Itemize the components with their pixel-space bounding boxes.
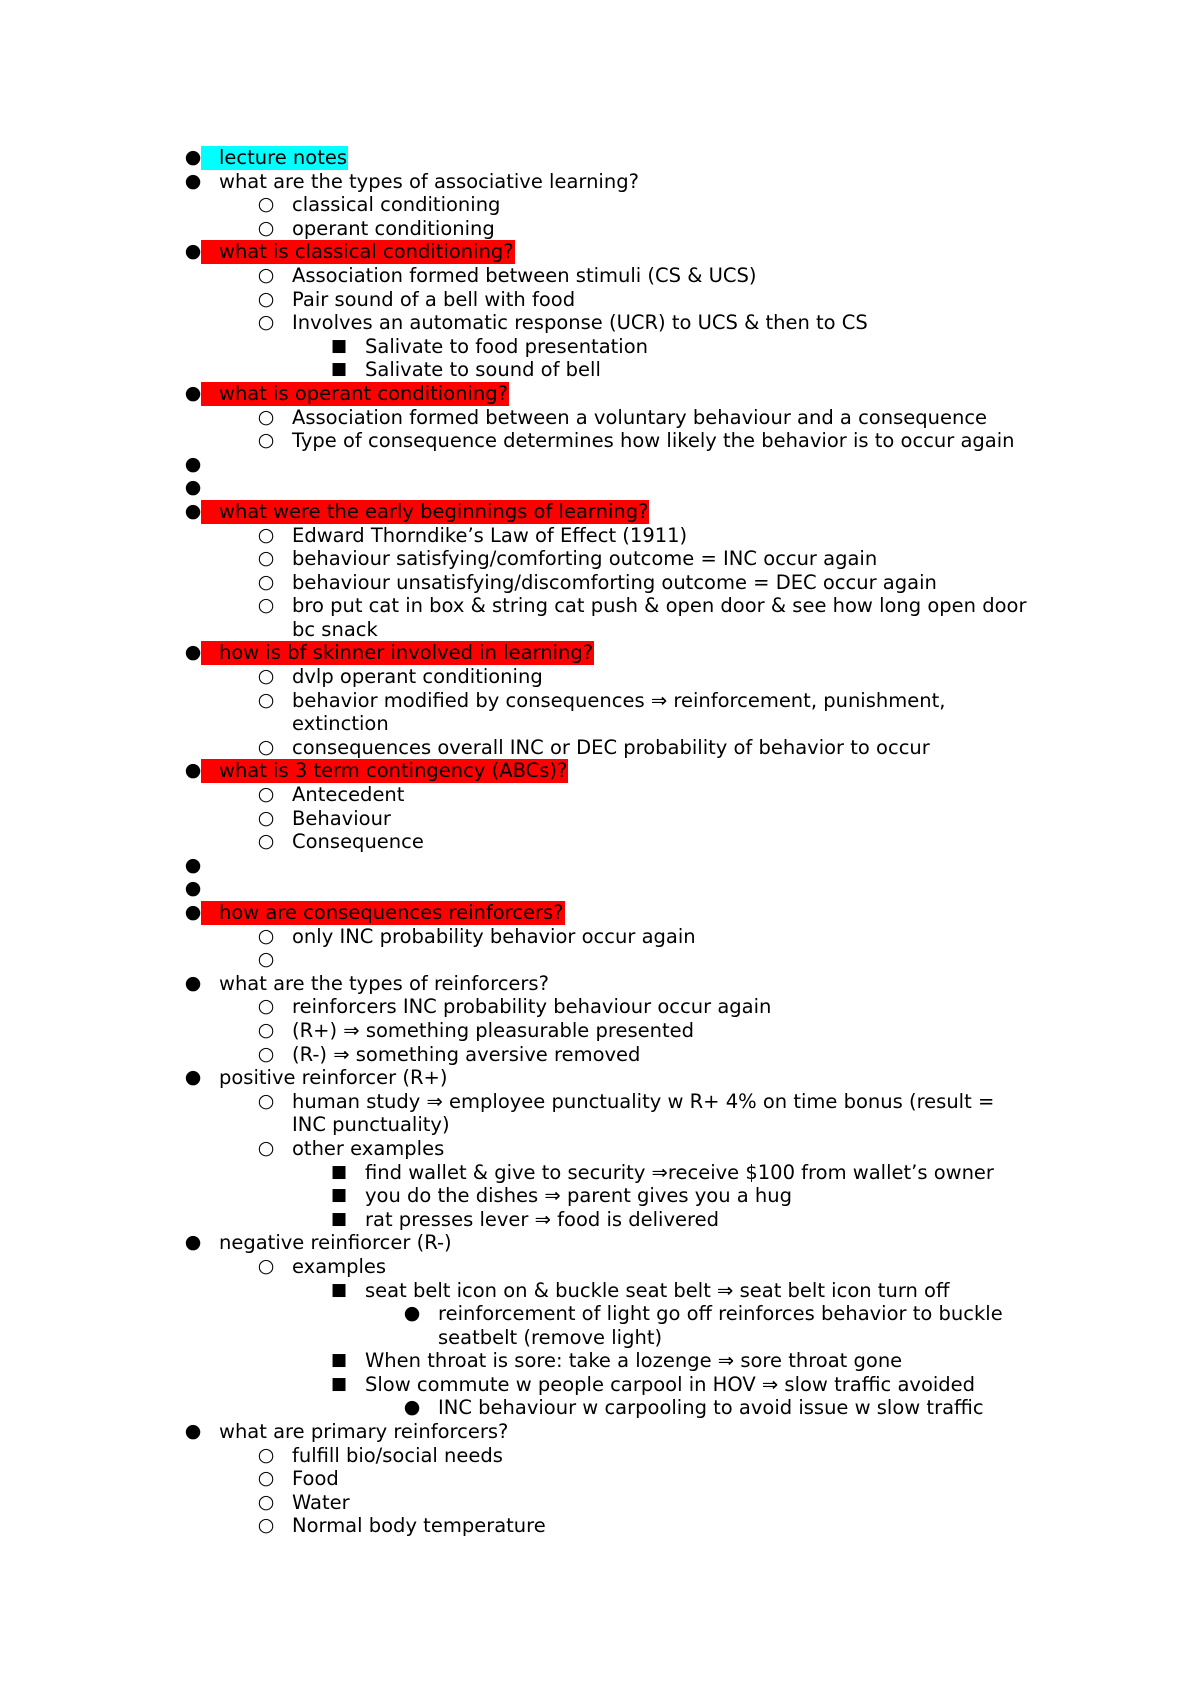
outline-item — [0, 830, 1200, 854]
circle-bullet-icon: ○ — [257, 570, 275, 593]
bullet-icon: ● — [184, 146, 202, 168]
bullet-icon: ● — [184, 971, 202, 994]
outline-item — [0, 1514, 1200, 1538]
outline-item — [0, 1396, 1200, 1420]
outline-item — [0, 1161, 1200, 1185]
highlighted-heading: how are consequences reinforcers? — [201, 901, 565, 925]
circle-bullet-icon: ○ — [257, 1042, 275, 1065]
circle-bullet-icon: ○ — [257, 287, 275, 310]
circle-bullet-icon: ○ — [257, 830, 275, 853]
circle-bullet-icon: ○ — [257, 948, 275, 971]
circle-bullet-icon: ○ — [257, 1089, 275, 1112]
highlighted-heading: what is 3 term contingency (ABCs)? — [201, 759, 568, 783]
outline-item-text: Salivate to food presentation — [365, 334, 648, 358]
circle-bullet-icon: ○ — [257, 1254, 275, 1277]
circle-bullet-icon: ○ — [257, 1467, 275, 1490]
outline-item-text: Water — [292, 1490, 350, 1514]
circle-bullet-icon: ○ — [257, 193, 275, 216]
circle-bullet-icon: ○ — [257, 735, 275, 758]
outline-item — [0, 476, 1200, 500]
bullet-icon: ● — [184, 1231, 202, 1254]
outline-item — [0, 524, 1200, 548]
outline-item — [0, 500, 1200, 524]
outline-item — [0, 1326, 1200, 1350]
outline-item — [0, 170, 1200, 194]
outline-item — [0, 736, 1200, 760]
bullet-icon: ● — [184, 452, 202, 475]
outline-item-text: INC punctuality) — [292, 1113, 450, 1137]
highlighted-heading: what is operant conditioning? — [201, 382, 509, 406]
bullet-icon: ● — [184, 853, 202, 876]
outline-item — [0, 146, 1200, 170]
document-page — [0, 146, 1200, 1538]
outline-item-text: Type of consequence determines how likely the behavior is to occur again — [292, 429, 1015, 453]
square-bullet-icon: ■ — [330, 1279, 348, 1300]
bullet-icon: ● — [184, 499, 202, 522]
square-bullet-icon: ■ — [330, 359, 348, 380]
outline-item-text: consequences overall INC or DEC probability of behavior to occur — [292, 735, 930, 759]
bullet-icon: ● — [184, 169, 202, 192]
circle-bullet-icon: ○ — [257, 594, 275, 617]
bullet-icon: ● — [184, 240, 202, 263]
outline-item-text: positive reinforcer (R+) — [219, 1066, 448, 1090]
outline-item — [0, 1019, 1200, 1043]
outline-item-text: classical conditioning — [292, 193, 501, 217]
outline-item-text: (R+) ⇒ something pleasurable presented — [292, 1018, 694, 1042]
outline-item — [0, 712, 1200, 736]
circle-bullet-icon: ○ — [257, 783, 275, 806]
outline-item-text: behaviour satisfying/comforting outcome = INC occur again — [292, 547, 878, 571]
outline-item-text: behavior modified by consequences ⇒ reinforcement, punishment, — [292, 688, 946, 712]
outline-item — [0, 1184, 1200, 1208]
outline-item — [0, 665, 1200, 689]
outline-item — [0, 406, 1200, 430]
outline-item-text: find wallet & give to security ⇒receive $100 from wallet’s owner — [365, 1160, 994, 1184]
outline-item-text: Edward Thorndike’s Law of Effect (1911) — [292, 523, 688, 547]
outline-item-text: operant conditioning — [292, 216, 495, 240]
highlighted-heading: lecture notes — [201, 146, 348, 170]
bullet-icon: ● — [184, 877, 202, 900]
outline-item-text: rat presses lever ⇒ food is delivered — [365, 1207, 719, 1231]
outline-item — [0, 1491, 1200, 1515]
outline-item — [0, 877, 1200, 901]
outline-item-text: human study ⇒ employee punctuality w R+ 4% on time bonus (result = — [292, 1089, 995, 1113]
outline-item-text: Antecedent — [292, 783, 405, 807]
outline-item — [0, 193, 1200, 217]
circle-bullet-icon: ○ — [257, 263, 275, 286]
outline-item-text: Salivate to sound of bell — [365, 358, 601, 382]
circle-bullet-icon: ○ — [257, 429, 275, 452]
outline-item-text: what are the types of associative learning? — [219, 169, 639, 193]
outline-item — [0, 264, 1200, 288]
outline-item — [0, 1467, 1200, 1491]
outline-item — [0, 1066, 1200, 1090]
bullet-icon: ● — [184, 901, 202, 923]
outline-item — [0, 1208, 1200, 1232]
circle-bullet-icon: ○ — [257, 311, 275, 334]
outline-item — [0, 1302, 1200, 1326]
outline-item-text: Association formed between a voluntary behaviour and a consequence — [292, 405, 988, 429]
outline-item-text: seat belt icon on & buckle seat belt ⇒ seat belt icon turn off — [365, 1278, 950, 1302]
outline-item — [0, 1043, 1200, 1067]
circle-bullet-icon: ○ — [257, 1443, 275, 1466]
square-bullet-icon: ■ — [330, 335, 348, 356]
bullet-icon: ● — [184, 1420, 202, 1443]
outline-item-text: dvlp operant conditioning — [292, 665, 543, 689]
outline-item — [0, 1349, 1200, 1373]
outline-item-text: Involves an automatic response (UCR) to UCS & then to CS — [292, 311, 868, 335]
outline-item — [0, 783, 1200, 807]
outline-item-text: bro put cat in box & string cat push & open door & see how long open door — [292, 594, 1027, 618]
bullet-icon: ● — [184, 381, 202, 404]
outline-item-text: what are the types of reinforcers? — [219, 971, 549, 995]
circle-bullet-icon: ○ — [257, 547, 275, 570]
outline-item — [0, 759, 1200, 783]
outline-item — [0, 854, 1200, 878]
circle-bullet-icon: ○ — [257, 1514, 275, 1537]
outline-item-text: Slow commute w people carpool in HOV ⇒ slow traffic avoided — [365, 1372, 976, 1396]
circle-bullet-icon: ○ — [257, 806, 275, 829]
circle-bullet-icon: ○ — [257, 665, 275, 688]
outline-item-text: only INC probability behavior occur again — [292, 924, 696, 948]
outline-item-text: INC behaviour w carpooling to avoid issue w slow traffic — [438, 1396, 984, 1420]
outline-item — [0, 1420, 1200, 1444]
outline-item-text: (R-) ⇒ something aversive removed — [292, 1042, 641, 1066]
circle-bullet-icon: ○ — [257, 523, 275, 546]
bullet-icon: ● — [184, 641, 202, 664]
outline-item-text: fulfill bio/social needs — [292, 1443, 503, 1467]
outline-item-text: Normal body temperature — [292, 1514, 546, 1538]
outline-item — [0, 311, 1200, 335]
outline-item — [0, 240, 1200, 264]
outline-item-text: other examples — [292, 1136, 445, 1160]
square-bullet-icon: ■ — [330, 1185, 348, 1206]
circle-bullet-icon: ○ — [257, 216, 275, 239]
square-bullet-icon: ■ — [330, 1208, 348, 1229]
circle-bullet-icon: ○ — [257, 405, 275, 428]
outline-item-text: When throat is sore: take a lozenge ⇒ sore throat gone — [365, 1349, 903, 1373]
bullet-icon: ● — [184, 476, 202, 499]
outline-item-text: Behaviour — [292, 806, 391, 830]
outline-item — [0, 547, 1200, 571]
outline-item — [0, 1444, 1200, 1468]
outline-item — [0, 618, 1200, 642]
circle-bullet-icon: ○ — [257, 688, 275, 711]
circle-bullet-icon: ○ — [257, 924, 275, 947]
outline-item — [0, 594, 1200, 618]
outline-item-text: extinction — [292, 712, 389, 736]
outline-item-text: Food — [292, 1467, 339, 1491]
outline-item — [0, 925, 1200, 949]
outline-item — [0, 1255, 1200, 1279]
outline-item-text: Association formed between stimuli (CS & UCS) — [292, 263, 757, 287]
outline-item-text: Consequence — [292, 830, 424, 854]
outline-item — [0, 453, 1200, 477]
outline-item-text: what are primary reinforcers? — [219, 1420, 509, 1444]
outline-item — [0, 288, 1200, 312]
circle-bullet-icon: ○ — [257, 1018, 275, 1041]
outline-item — [0, 1231, 1200, 1255]
outline-item-text: you do the dishes ⇒ parent gives you a hug — [365, 1184, 793, 1208]
highlighted-heading: how is bf skinner involved in learning? — [201, 641, 594, 665]
outline-item — [0, 1137, 1200, 1161]
outline-item — [0, 641, 1200, 665]
outline-item-text: negative reinfiorcer (R-) — [219, 1231, 452, 1255]
outline-item — [0, 972, 1200, 996]
outline-item — [0, 995, 1200, 1019]
highlighted-heading: what were the early beginnings of learning? — [201, 500, 649, 524]
outline-item-text: seatbelt (remove light) — [438, 1325, 663, 1349]
outline-item — [0, 1279, 1200, 1303]
bullet-icon: ● — [403, 1396, 421, 1419]
outline-item — [0, 358, 1200, 382]
outline-item — [0, 571, 1200, 595]
outline-item — [0, 429, 1200, 453]
bullet-icon: ● — [184, 759, 202, 782]
circle-bullet-icon: ○ — [257, 1490, 275, 1513]
outline-item — [0, 217, 1200, 241]
square-bullet-icon: ■ — [330, 1350, 348, 1371]
outline-item-text: Pair sound of a bell with food — [292, 287, 576, 311]
outline-item — [0, 382, 1200, 406]
bullet-icon: ● — [403, 1302, 421, 1325]
square-bullet-icon: ■ — [330, 1373, 348, 1394]
bullet-icon: ● — [184, 1066, 202, 1089]
square-bullet-icon: ■ — [330, 1161, 348, 1182]
outline-item-text: bc snack — [292, 617, 378, 641]
outline-item — [0, 1090, 1200, 1114]
outline-item-text: reinforcers INC probability behaviour occur again — [292, 995, 772, 1019]
highlighted-heading: what is classical conditioning? — [201, 240, 515, 264]
outline-item — [0, 948, 1200, 972]
outline-item — [0, 901, 1200, 925]
circle-bullet-icon: ○ — [257, 1136, 275, 1159]
outline-item — [0, 807, 1200, 831]
outline-item — [0, 1373, 1200, 1397]
outline-item — [0, 1113, 1200, 1137]
outline-item-text: reinforcement of light go off reinforces behavior to buckle — [438, 1302, 1003, 1326]
outline-item — [0, 335, 1200, 359]
outline-item-text: examples — [292, 1254, 387, 1278]
outline-item-text: behaviour unsatisfying/discomforting outcome = DEC occur again — [292, 570, 937, 594]
outline-item — [0, 689, 1200, 713]
circle-bullet-icon: ○ — [257, 995, 275, 1018]
